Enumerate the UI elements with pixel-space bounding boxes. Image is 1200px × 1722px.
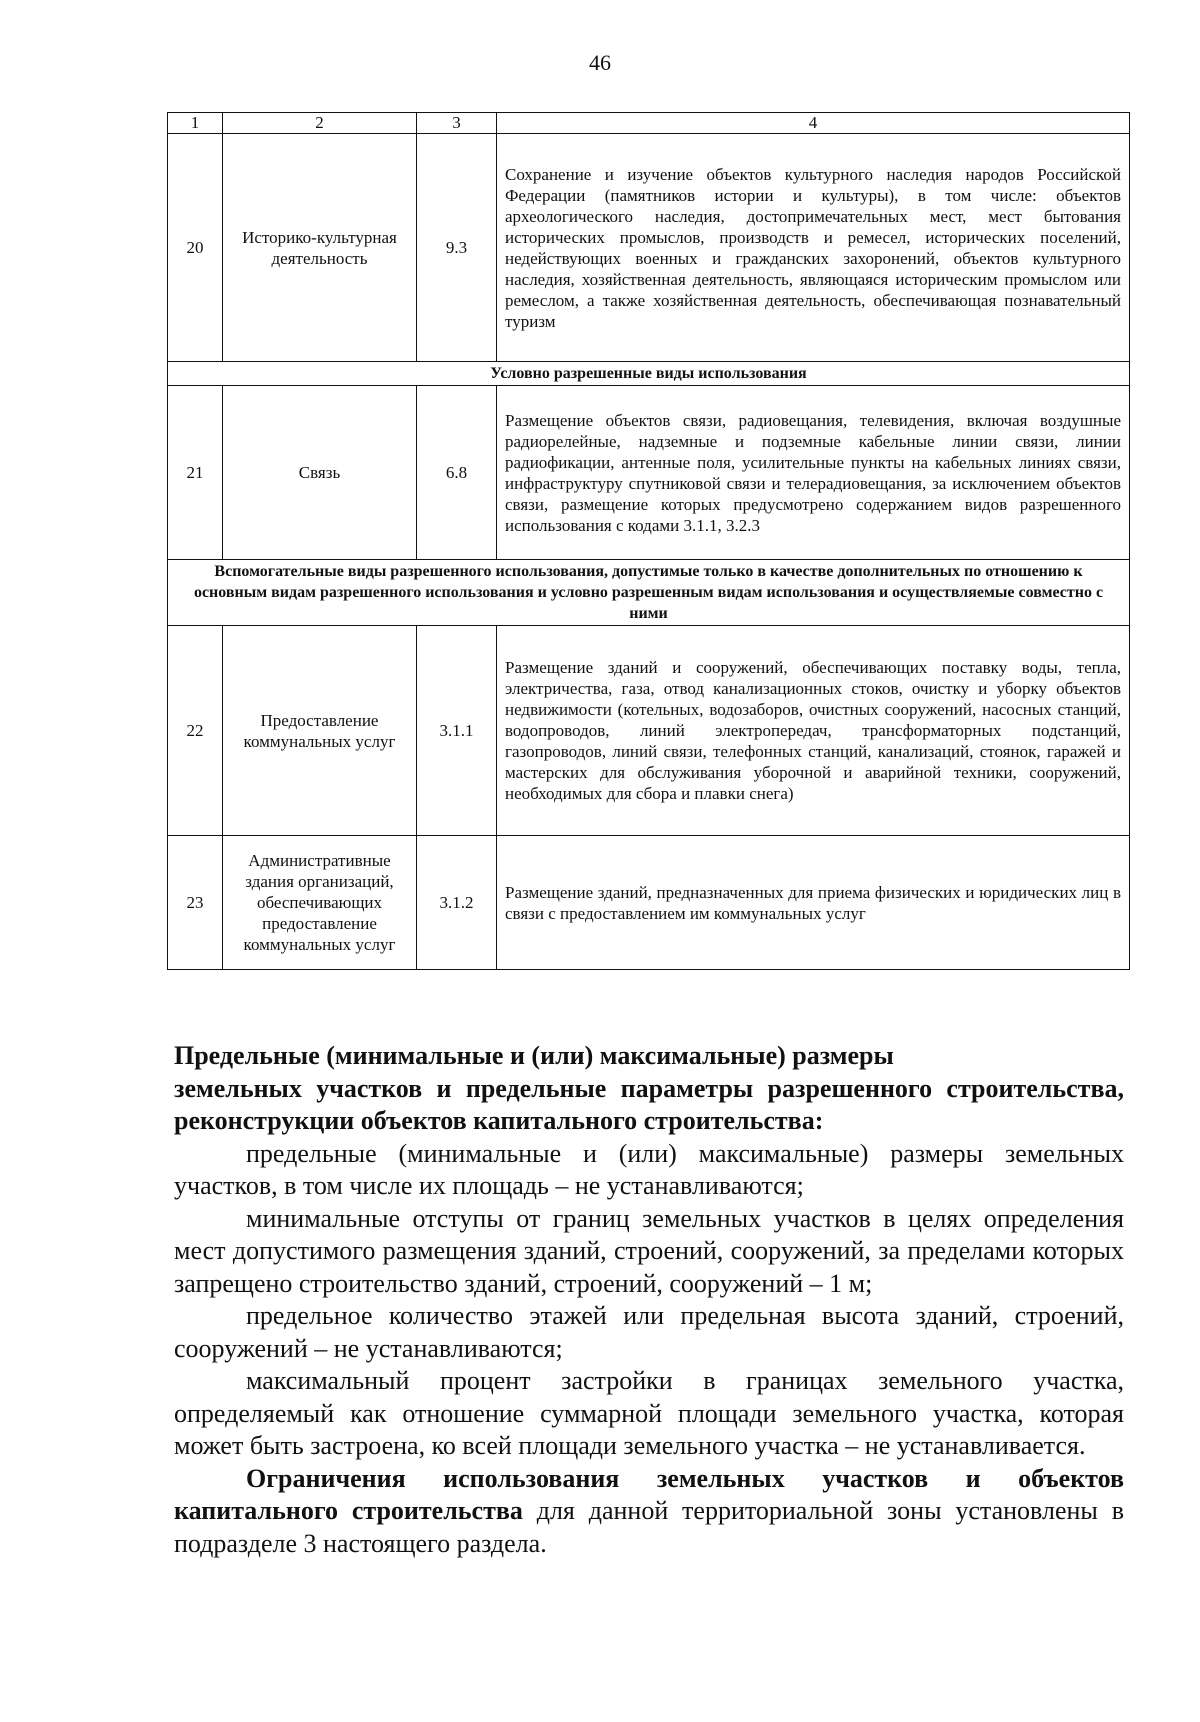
table-row [168,836,1130,970]
header-cell-1: 1 [168,113,223,134]
paragraph-restrictions [174,1463,1124,1561]
use-type-code: 6.8 [417,386,497,560]
row-number: 20 [168,134,223,362]
section-title-auxiliary: Вспомогательные виды разрешенного использования, допустимые только в качестве дополнительных по отношению к основным видам разрешенного использования и условно разрешенным видам использования и осуществляемые совместно с ними [168,560,1130,626]
use-type-code: 3.1.1 [417,626,497,836]
table-row [168,386,1130,560]
table-header-row [168,113,1130,134]
paragraph-coverage: максимальный процент застройки в границах земельного участка, определяемый как отношение суммарной площади земельного участка, которая может быть застроена, ко всей площади земельного участка – не устанавливается. [174,1366,1124,1460]
header-cell-2: 2 [223,113,417,134]
heading-line-1: Предельные (минимальные и (или) максимальные) размеры [174,1041,894,1070]
use-type-code: 3.1.2 [417,836,497,970]
header-cell-4: 4 [497,113,1130,134]
use-type-description: Размещение объектов связи, радиовещания, телевидения, включая воздушные радиорелейные, надземные и подземные кабельные линии связи, линии радиофикации, антенные поля, усилительные пункты на кабельных линиях связи, инфраструктуру спутниковой связи и телерадиовещания, за исключением объектов связи, размещение которых предусмотрено содержанием видов разрешенного использования с кодами 3.1.1, 3.2.3 [497,386,1130,560]
use-type-name: Предоставление коммунальных услуг [223,626,417,836]
restrictions-bold: Ограничения использования земельных участков и объектов капитального строительства [174,1463,1124,1525]
row-number: 23 [168,836,223,970]
section-row-conditional [168,362,1130,386]
table-row [168,626,1130,836]
section-row-auxiliary [168,560,1130,626]
section-title-conditional: Условно разрешенные виды использования [168,362,1130,386]
table-row [168,134,1130,362]
page-number: 46 [589,50,611,75]
use-type-code: 9.3 [417,134,497,362]
use-type-name: Историко-культурная деятельность [223,134,417,362]
section-heading [174,1040,1124,1138]
restrictions-rest: для данной территориальной зоны установлены в подразделе 3 настоящего раздела. [174,1496,1124,1558]
header-cell-3: 3 [417,113,497,134]
use-type-name: Связь [223,386,417,560]
use-type-description: Сохранение и изучение объектов культурного наследия народов Российской Федерации (памятников истории и культуры), в том числе: объектов археологического наследия, достопримечательных мест, мест бытования исторических промыслов, производств и ремесел, исторических поселений, недействующих военных и гражданских захоронений, объектов культурного наследия, хозяйственная деятельность, являющаяся историческим промыслом или ремеслом, а также хозяйственная деятельность, обеспечивающая познавательный туризм [497,134,1130,362]
row-number: 21 [168,386,223,560]
use-type-description: Размещение зданий, предназначенных для приема физических и юридических лиц в связи с предоставлением им коммунальных услуг [497,836,1130,970]
body-text [174,1040,1124,1560]
row-number: 22 [168,626,223,836]
use-type-name: Административные здания организаций, обеспечивающих предоставление коммунальных услуг [223,836,417,970]
use-type-description: Размещение зданий и сооружений, обеспечивающих поставку воды, тепла, электричества, газа, отвод канализационных стоков, очистку и уборку объектов недвижимости (котельных, водозаборов, очистных сооружений, насосных станций, водопроводов, линий электропередач, трансформаторных подстанций, газопроводов, линий связи, телефонных станций, канализаций, стоянок, гаражей и мастерских для обслуживания уборочной и аварийной техники, сооружений, необходимых для сбора и плавки снега) [497,626,1130,836]
paragraph-plot-sizes: предельные (минимальные и (или) максимальные) размеры земельных участков, в том числе их площадь – не устанавливаются; [174,1138,1124,1200]
land-use-table [167,112,1130,970]
heading-line-rest: земельных участков и предельные параметры разрешенного строительства, реконструкции объектов капитального строительства: [174,1073,1124,1135]
paragraph-floors: предельное количество этажей или предельная высота зданий, строений, сооружений – не устанавливаются; [174,1301,1124,1363]
paragraph-setbacks: минимальные отступы от границ земельных участков в целях определения мест допустимого размещения зданий, строений, сооружений, за пределами которых запрещено строительство зданий, строений, сооружений – 1 м; [174,1203,1124,1298]
